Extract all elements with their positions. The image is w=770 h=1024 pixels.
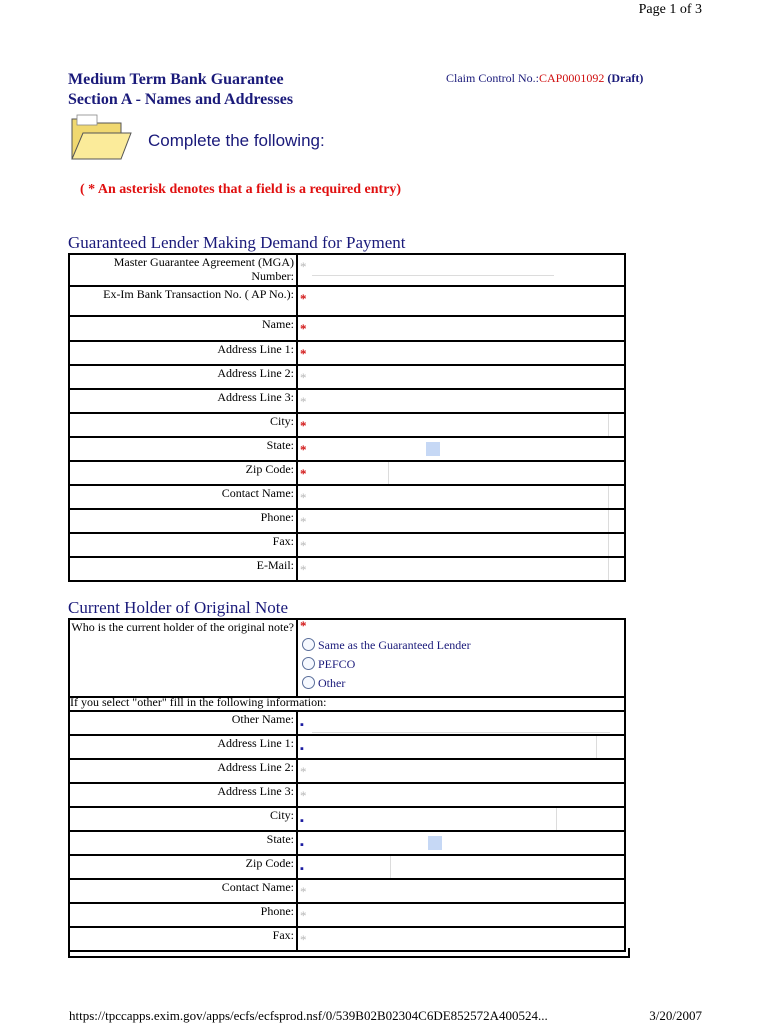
field-label-zip-code: Zip Code: bbox=[245, 856, 294, 870]
field-input-phone[interactable] bbox=[297, 509, 625, 533]
field-input-zip-code[interactable] bbox=[297, 855, 625, 879]
footer-url: https://tpccapps.exim.gov/apps/ecfs/ecfsprod.nsf/0/539B02B02304C6DE852572A400524... bbox=[69, 1008, 548, 1023]
form-row bbox=[69, 437, 625, 461]
other-note-row bbox=[69, 697, 625, 711]
required-star: * bbox=[300, 291, 307, 306]
field-label-cell bbox=[69, 735, 297, 759]
field-label-cell bbox=[69, 831, 297, 855]
field-separator bbox=[608, 510, 609, 532]
page-number: Page 1 of 3 bbox=[638, 2, 702, 17]
form-row bbox=[69, 711, 625, 735]
required-star: * bbox=[300, 538, 307, 553]
field-label-cell bbox=[69, 365, 297, 389]
form-row bbox=[69, 831, 625, 855]
field-input-address-line-2[interactable] bbox=[297, 759, 625, 783]
field-label-cell bbox=[69, 509, 297, 533]
field-input-other-name[interactable] bbox=[297, 711, 625, 735]
required-star: * bbox=[300, 259, 307, 274]
field-input-address-line-3[interactable] bbox=[297, 389, 625, 413]
other-note-text: If you select "other" fill in the following information: bbox=[70, 695, 327, 709]
radio-label: Other bbox=[318, 676, 346, 690]
form-row bbox=[69, 316, 625, 341]
form-row bbox=[69, 365, 625, 389]
radio-option-same-as-lender[interactable] bbox=[302, 638, 471, 653]
field-label-zip-code: Zip Code: bbox=[245, 462, 294, 476]
field-label-city: City: bbox=[269, 808, 294, 822]
footer-date: 3/20/2007 bbox=[649, 1008, 702, 1023]
field-label-fax: Fax: bbox=[272, 534, 294, 548]
required-star: * bbox=[300, 788, 307, 803]
required-star: * bbox=[300, 932, 307, 947]
form-row bbox=[69, 485, 625, 509]
field-label-e-mail: E-Mail: bbox=[256, 558, 294, 572]
field-label-address-line-2: Address Line 2: bbox=[217, 366, 294, 380]
field-label-address-line-3: Address Line 3: bbox=[217, 390, 294, 404]
holder-question-text: Who is the current holder of the original note? bbox=[71, 620, 294, 634]
field-input-state[interactable] bbox=[297, 437, 625, 461]
field-label-master-guarantee-agreement-mga-number: Master Guarantee Agreement (MGA) Number: bbox=[113, 255, 294, 283]
field-label-state: State: bbox=[266, 832, 294, 846]
field-label-phone: Phone: bbox=[260, 904, 294, 918]
form-row bbox=[69, 783, 625, 807]
form-subtitle: Section A - Names and Addresses bbox=[68, 91, 294, 108]
section-heading-lender: Guaranteed Lender Making Demand for Payment bbox=[68, 233, 406, 252]
required-star: * bbox=[300, 418, 307, 433]
field-input-ex-im-bank-transaction-no-ap-no[interactable] bbox=[297, 286, 625, 316]
field-input-zip-code[interactable] bbox=[297, 461, 625, 485]
field-input-address-line-2[interactable] bbox=[297, 365, 625, 389]
radio-option-pefco[interactable] bbox=[302, 657, 355, 672]
state-dropdown-button[interactable] bbox=[426, 442, 440, 456]
other-note-cell bbox=[69, 697, 625, 711]
claim-status: (Draft) bbox=[607, 71, 644, 85]
field-input-contact-name[interactable] bbox=[297, 879, 625, 903]
radio-button[interactable] bbox=[302, 657, 315, 670]
required-note: ( * An asterisk denotes that a field is a required entry) bbox=[80, 182, 402, 197]
holder-form-table bbox=[68, 618, 626, 952]
field-label-contact-name: Contact Name: bbox=[221, 486, 294, 500]
required-star: * bbox=[300, 908, 307, 923]
form-row bbox=[69, 807, 625, 831]
field-separator bbox=[388, 462, 389, 484]
required-star: * bbox=[300, 394, 307, 409]
required-star: * bbox=[300, 370, 307, 385]
field-label-cell bbox=[69, 437, 297, 461]
form-row bbox=[69, 413, 625, 437]
field-label-name: Name: bbox=[262, 317, 294, 331]
field-label-cell bbox=[69, 533, 297, 557]
required-star: * bbox=[300, 562, 307, 577]
radio-button[interactable] bbox=[302, 676, 315, 689]
field-label-address-line-2: Address Line 2: bbox=[217, 760, 294, 774]
form-title: Medium Term Bank Guarantee bbox=[68, 71, 284, 88]
form-row bbox=[69, 461, 625, 485]
radio-button[interactable] bbox=[302, 638, 315, 651]
required-star: * bbox=[300, 884, 307, 899]
field-input-address-line-3[interactable] bbox=[297, 783, 625, 807]
field-label-cell bbox=[69, 557, 297, 581]
field-input-contact-name[interactable] bbox=[297, 485, 625, 509]
required-star: * bbox=[300, 321, 307, 336]
field-label-cell bbox=[69, 286, 297, 316]
field-separator bbox=[596, 736, 597, 758]
field-separator bbox=[608, 534, 609, 556]
required-star: * bbox=[300, 764, 307, 779]
field-input-address-line-1[interactable] bbox=[297, 735, 625, 759]
instruction-heading: Complete the following: bbox=[148, 131, 325, 150]
section-heading-holder: Current Holder of Original Note bbox=[68, 598, 288, 617]
table-bottom-edge bbox=[68, 948, 630, 958]
required-star: ▪ bbox=[300, 719, 304, 731]
form-row bbox=[69, 855, 625, 879]
field-input-master-guarantee-agreement-mga-number[interactable] bbox=[297, 254, 625, 286]
field-label-cell bbox=[69, 759, 297, 783]
form-row bbox=[69, 533, 625, 557]
field-label-city: City: bbox=[269, 414, 294, 428]
field-separator bbox=[608, 414, 609, 436]
claim-control-number: CAP0001092 bbox=[539, 71, 605, 85]
form-row bbox=[69, 735, 625, 759]
field-separator bbox=[390, 856, 391, 878]
form-row bbox=[69, 509, 625, 533]
required-star: * bbox=[300, 442, 307, 457]
form-row bbox=[69, 254, 625, 286]
required-star: ▪ bbox=[300, 863, 304, 875]
field-label-cell bbox=[69, 879, 297, 903]
field-label-cell bbox=[69, 711, 297, 735]
field-label-contact-name: Contact Name: bbox=[221, 880, 294, 894]
form-row bbox=[69, 879, 625, 903]
field-label-cell bbox=[69, 389, 297, 413]
radio-label: PEFCO bbox=[318, 657, 356, 671]
form-row bbox=[69, 903, 625, 927]
field-separator bbox=[556, 808, 557, 830]
field-label-address-line-3: Address Line 3: bbox=[217, 784, 294, 798]
form-row bbox=[69, 286, 625, 316]
field-label-cell bbox=[69, 485, 297, 509]
field-label-address-line-1: Address Line 1: bbox=[217, 342, 294, 356]
state-dropdown-button[interactable] bbox=[428, 836, 442, 850]
required-star: ▪ bbox=[300, 839, 304, 851]
field-label-state: State: bbox=[266, 438, 294, 452]
required-star: * bbox=[300, 514, 307, 529]
form-row bbox=[69, 557, 625, 581]
claim-control-label: Claim Control No.: bbox=[446, 71, 539, 85]
lender-form-table bbox=[68, 253, 626, 582]
radio-option-other[interactable] bbox=[302, 676, 345, 691]
field-label-cell bbox=[69, 855, 297, 879]
field-separator bbox=[608, 486, 609, 508]
field-input-name[interactable] bbox=[297, 316, 625, 341]
holder-radio-group bbox=[297, 619, 625, 697]
holder-question-label bbox=[69, 619, 297, 697]
required-star: ▪ bbox=[300, 743, 304, 755]
field-input-state[interactable] bbox=[297, 831, 625, 855]
field-label-cell bbox=[69, 807, 297, 831]
field-underline bbox=[312, 732, 610, 733]
field-label-other-name: Other Name: bbox=[231, 712, 294, 726]
field-label-ex-im-bank-transaction-no-ap-no: Ex-Im Bank Transaction No. ( AP No.): bbox=[103, 287, 294, 301]
claim-control bbox=[446, 71, 643, 86]
field-input-fax[interactable] bbox=[297, 533, 625, 557]
required-star: ▪ bbox=[300, 815, 304, 827]
field-separator bbox=[608, 558, 609, 580]
field-input-city[interactable] bbox=[297, 807, 625, 831]
required-star: * bbox=[300, 346, 307, 361]
folder-icon bbox=[69, 113, 135, 163]
field-label-cell bbox=[69, 783, 297, 807]
form-row bbox=[69, 389, 625, 413]
form-row bbox=[69, 759, 625, 783]
field-input-phone[interactable] bbox=[297, 903, 625, 927]
field-label-cell bbox=[69, 316, 297, 341]
field-underline bbox=[312, 275, 554, 276]
field-label-cell bbox=[69, 903, 297, 927]
field-label-address-line-1: Address Line 1: bbox=[217, 736, 294, 750]
required-star: * bbox=[300, 466, 307, 481]
field-input-e-mail[interactable] bbox=[297, 557, 625, 581]
field-label-cell bbox=[69, 341, 297, 365]
required-star: * bbox=[300, 618, 307, 633]
radio-label: Same as the Guaranteed Lender bbox=[318, 638, 471, 652]
field-label-cell bbox=[69, 413, 297, 437]
field-label-cell bbox=[69, 254, 297, 286]
holder-question-row bbox=[69, 619, 625, 697]
field-label-fax: Fax: bbox=[272, 928, 294, 942]
field-input-address-line-1[interactable] bbox=[297, 341, 625, 365]
field-label-phone: Phone: bbox=[260, 510, 294, 524]
form-row bbox=[69, 341, 625, 365]
field-input-city[interactable] bbox=[297, 413, 625, 437]
field-label-cell bbox=[69, 461, 297, 485]
required-star: * bbox=[300, 490, 307, 505]
